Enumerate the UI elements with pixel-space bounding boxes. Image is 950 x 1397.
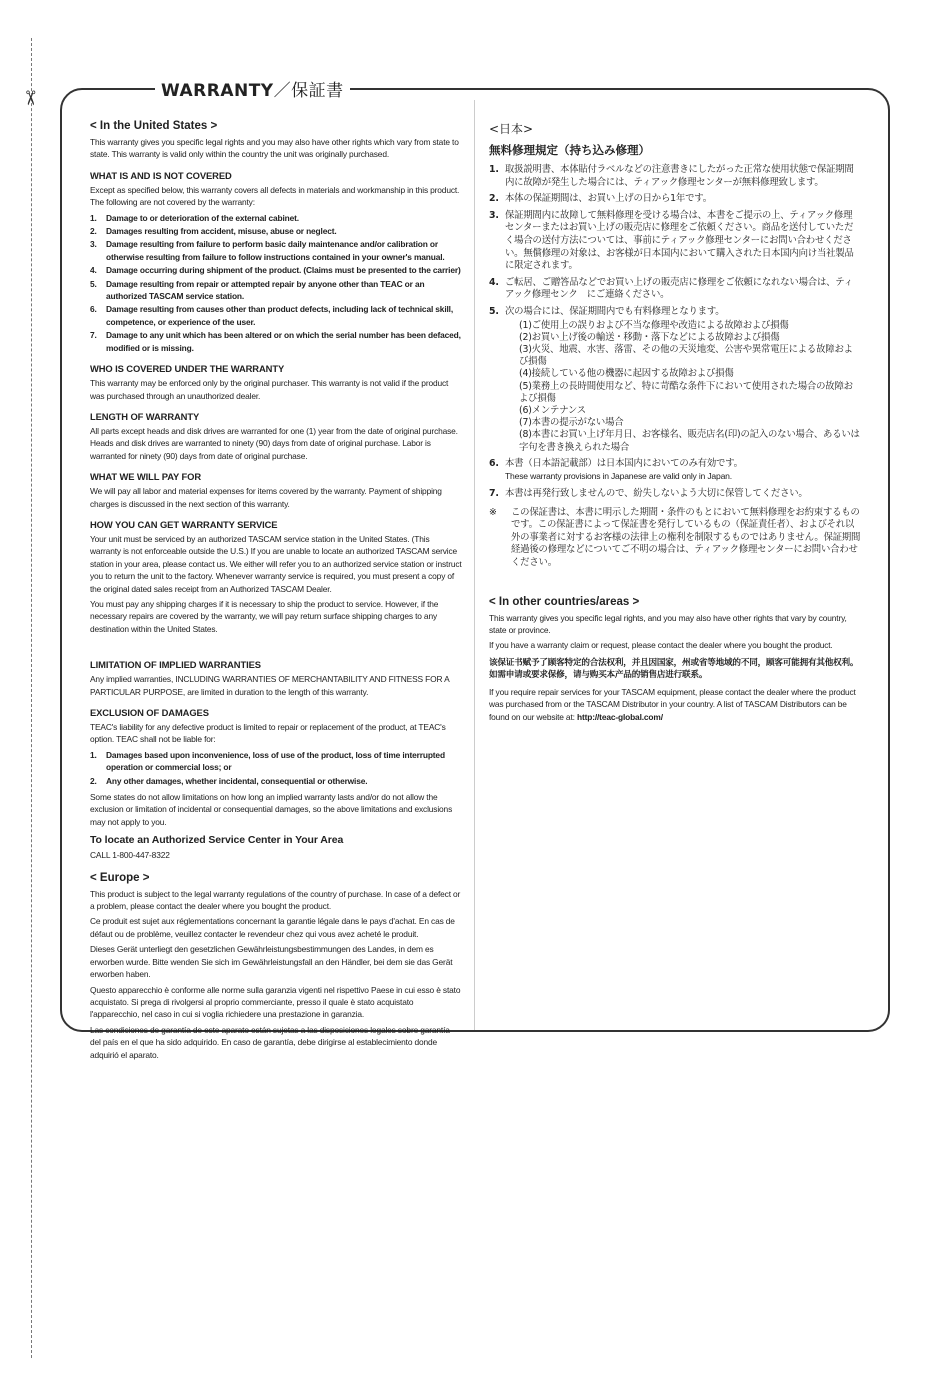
who-heading: WHO IS COVERED UNDER THE WARRANTY — [90, 363, 285, 375]
list-item: 2. 本体の保証期間は、お買い上げの日から1年です。 — [489, 193, 712, 205]
list-item: 7. Damage to any unit which has been altered or on which the serial number has been defaced, modified or is missing. — [90, 330, 461, 353]
who-text: This warranty may be enforced only by the original purchaser. This warranty is not valid if the product was purchased through an unauthorized dealer. — [90, 378, 449, 401]
not-covered-heading: WHAT IS AND IS NOT COVERED — [90, 169, 232, 181]
sub-item: (4)接続している他の機器に起因する故障および損傷 — [519, 368, 734, 380]
title-main: WARRANTY — [161, 81, 274, 101]
list-item: 6. Damage resulting from causes other than product defects, including lack of technical skill, competence, or experience of the user. — [90, 304, 454, 327]
europe-it: Questo apparecchio è conforme alle norme sulla garanzia vigenti nel rispettivo Paese in cui esso è stato acquistato. Si prega di rivolgersi al proprio commerciante, presso il quale è stato acquistato l'apparecchio, nel caso in cui si voglia richiedere una prestazione in garanzia. — [90, 984, 461, 1020]
list-item: 1. 取扱説明書、本体貼付ラベルなどの注意書きにしたがった正常な使用状態で保証期間内に故障が発生した場合には、ティアック修理センターが無料修理致します。 — [489, 164, 854, 188]
sub-item: (6)メンテナンス — [519, 404, 586, 416]
region-europe-heading: < Europe > — [90, 871, 150, 884]
right-column — [489, 120, 861, 726]
list-item: 5. Damage resulting from repair or attempted repair by anyone other than TEAC or an authorized TASCAM service station. — [90, 278, 425, 302]
sub-item: (1)ご使用上の誤りおよび不当な修理や改造による故障および損傷 — [519, 319, 789, 331]
not-covered-list — [90, 212, 462, 354]
length-text: All parts except heads and disk drives are warranted for one (1) year from the date of original purchase. Heads and disk drives are warranted to ninety (90) days from date of original purchase. Labor is warranted for ninety (90) days from date of original purchase. — [90, 425, 458, 461]
japan-title: 無料修理規定（持ち込み修理） — [489, 143, 650, 157]
list-item: 3. Damage resulting from failure to perform basic daily maintenance and/or calibration or otherwise resulting from failure to follow instructions contained in your owner's manual. — [90, 239, 445, 262]
region-other-heading: < In other countries/areas > — [489, 595, 640, 608]
japan-note: ※ この保証書は、本書に明示した期間・条件のもとにおいて無料修理をお約束するものです。この保証書によって保証書を発行しているもの（保証責任者）、およびそれ以外の事業者に対するお客様の法律上の権利を制限するものではありません。保証期間経過後の修理などについてご不明の場合は、ティアック修理センターにお問い合わせください。 — [489, 506, 861, 568]
list-item: 4. Damage occurring during shipment of the product. (Claims must be presented to the carrier) — [90, 265, 461, 276]
left-column — [90, 120, 462, 1064]
sub-item: (7)本書の提示がない場合 — [519, 417, 624, 429]
service-heading: HOW YOU CAN GET WARRANTY SERVICE — [90, 518, 278, 530]
japan-list — [489, 164, 861, 501]
other-text-1: This warranty gives you specific legal rights, and you may also have other rights that vary by country, state or province. — [489, 612, 847, 635]
list-item: 6. 本書（日本語記載部）は日本国内においてのみ有効です。 These warranty provisions in Japanese are valid only in Japan. — [489, 457, 743, 482]
page-title — [155, 76, 350, 101]
website-link[interactable]: http://teac-global.com/ — [576, 711, 663, 722]
list-item: 2. Any other damages, whether incidental, consequential or otherwise. — [90, 775, 368, 786]
europe-de: Dieses Gerät unterliegt den gesetzlichen Gewährleistungsbestimmungen des Landes, in dem es erworben wurde. Bitte wenden Sie sich im Gewährleistungsfall an den Händler, bei dem sie das Gerät erworben haben. — [90, 944, 453, 980]
not-covered-text: Except as specified below, this warranty covers all defects in materials and workmanship in this product. The following are not covered by the warranty: — [90, 184, 460, 208]
list-item: 3. 保証期間内に故障して無料修理を受ける場合は、本書をご提示の上、ティアック修理センターまたはお買い上げの販売店に修理をご依頼ください。商品を送付していただく場合の送付方法については、事前にティアック修理センターにお問い合わせください。無償修理の対象は、お客様が日本国内において購入された日本国内向け当社製品に限定されます。 — [489, 209, 854, 272]
note-mark: ※ — [489, 506, 497, 518]
service-text-2: You must pay any shipping charges if it is necessary to ship the product to service. However, if the necessary repairs are covered by the warranty, we will pay return surface shipping charges to any destination within the United States. — [90, 598, 439, 634]
pay-text: We will pay all labor and material expenses for items covered by the warranty. Payment of shipping charges is discussed in the next section of this warranty. — [90, 486, 442, 509]
europe-fr: Ce produit est sujet aux réglementations concernant la garantie légale dans le pays d'achat. En cas de défaut ou de problème, veuillez contacter le revendeur chez qui vous avez acheté le produit. — [90, 916, 455, 939]
length-heading: LENGTH OF WARRANTY — [90, 410, 200, 422]
exclusion-text: TEAC's liability for any defective product is limited to repair or replacement of the product, at TEAC's option. TEAC shall not be liable for: — [90, 722, 446, 745]
other-text-3: If you require repair services for your TASCAM equipment, please contact the dealer where the product was purchased from or the TASCAM Distributor in your country. A list of TASCAM Distributors can be found on our website at: http://teac-global.com/ — [489, 686, 856, 722]
column-divider — [474, 100, 475, 1030]
exclusion-text-2: Some states do not allow limitations on how long an implied warranty lasts and/or do not allow the exclusion or limitation of incidental or consequential damages, so the above limitations and exclusions may not apply to you. — [90, 792, 453, 827]
list-item: 1. Damage to or deterioration of the external cabinet. — [90, 212, 299, 223]
europe-en: This product is subject to the legal warranty regulations of the country of purchase. In case of a defect or a problem, please contact the dealer where you bought the product. — [90, 888, 461, 912]
sub-item: (8)本書にお買い上げ年月日、お客様名、販売店名(印)の記入のない場合、あるいは字句を書き換えられた場合 — [519, 429, 860, 453]
sub-item: (2)お買い上げ後の輸送・移動・落下などによる故障および損傷 — [519, 331, 780, 343]
locate-heading: To locate an Authorized Service Center in Your Area — [90, 834, 344, 847]
sub-item: (5)業務上の長時間使用など、特に苛酷な条件下において使用された場合の故障および損傷 — [519, 380, 853, 404]
japan-english-note: These warranty provisions in Japanese are valid only in Japan. — [505, 471, 732, 482]
locate-call: CALL 1-800-447-8322 — [90, 850, 170, 861]
title-sub: ／保証書 — [273, 81, 344, 101]
sub-item: (3)火災、地震、水害、落雷、その他の天災地変、公害や異常電圧による故障および損傷 — [519, 343, 853, 368]
cut-line — [31, 38, 32, 1358]
other-text-2: If you have a warranty claim or request, please contact the dealer where you bought the product. — [489, 640, 833, 651]
japan-subitems — [519, 320, 861, 454]
region-japan-heading: <日本> — [489, 122, 534, 136]
europe-es: Las condiciones de garantía de este aparato están sujetas a las disposiciones legales sobre garantía del país en el que ha sido adquirido. En caso de garantía, debe dirigirse al establecimiento donde adquirió el aparato. — [90, 1024, 450, 1060]
list-item: 5. 次の場合には、保証期間内でも有料修理となります。 (1)ご使用上の誤りおよび不当な修理や改造による故障および損傷 (2)お買い上げ後の輸送・移動・落下などによる故障および損傷 (3)火災、地震、水害、落雷、その他の天災地変、公害や異常電圧による故障および損傷 (4)接続している他の機器に起因する故障および損傷 (5)業務上の長時間使用など、特に苛酷な条件下において使用された場合の故障および損傷 (6)メンテナンス (7)本書の提示がない場合 (8)本書にお買い上げ年月日、お客様名、販売店名(印)の記入のない場合、あるいは字句を書き換えられた場合 — [489, 305, 860, 453]
limitation-heading: LIMITATION OF IMPLIED WARRANTIES — [90, 659, 261, 671]
exclusion-heading: EXCLUSION OF DAMAGES — [90, 707, 209, 718]
list-item: 4. ご転居、ご贈答品などでお買い上げの販売店に修理をご依頼になれない場合は、ティアック修理センク にご連絡ください。 — [489, 276, 853, 301]
list-item: 2. Damages resulting from accident, misuse, abuse or neglect. — [90, 226, 337, 237]
list-item: 7. 本書は再発行致しませんので、紛失しないよう大切に保管してください。 — [489, 487, 808, 499]
region-us-heading: < In the United States > — [90, 120, 218, 132]
service-text-1: Your unit must be serviced by an authorized TASCAM service station in the United States. (This warranty is not enforceable outside the U.S.) If you are unable to locate an authorized TASCAM service station in your area, please contact us. We either will refer you to an authorized service station or instruct you to return the unit to the factory. Whenever warranty service is required, you must present a copy of the original dated sales receipt from an Authorized TASCAM Dealer. — [90, 533, 462, 594]
list-item: 1. Damages based upon inconvenience, loss of use of the product, loss of time interrupted operation or commercial loss; or — [90, 749, 445, 773]
pay-heading: WHAT WE WILL PAY FOR — [90, 471, 202, 483]
other-text-chinese: 该保证书赋予了顾客特定的合法权利，并且因国家，州或省等地域的不同，顾客可能拥有其他权利。如需申请或要求保修，请与购买本产品的销售店进行联系。 — [489, 657, 859, 681]
scissors-icon: ✂ — [18, 89, 43, 107]
limitation-text: Any implied warranties, INCLUDING WARRANTIES OF MERCHANTABILITY AND FITNESS FOR A PARTICULAR PURPOSE, are limited in duration to the length of this warranty. — [90, 674, 450, 697]
exclusion-list — [90, 749, 462, 787]
us-intro: This warranty gives you specific legal rights and you may also have other rights which vary from state to state. This warranty is valid only within the country the unit was originally purchased. — [90, 137, 459, 160]
